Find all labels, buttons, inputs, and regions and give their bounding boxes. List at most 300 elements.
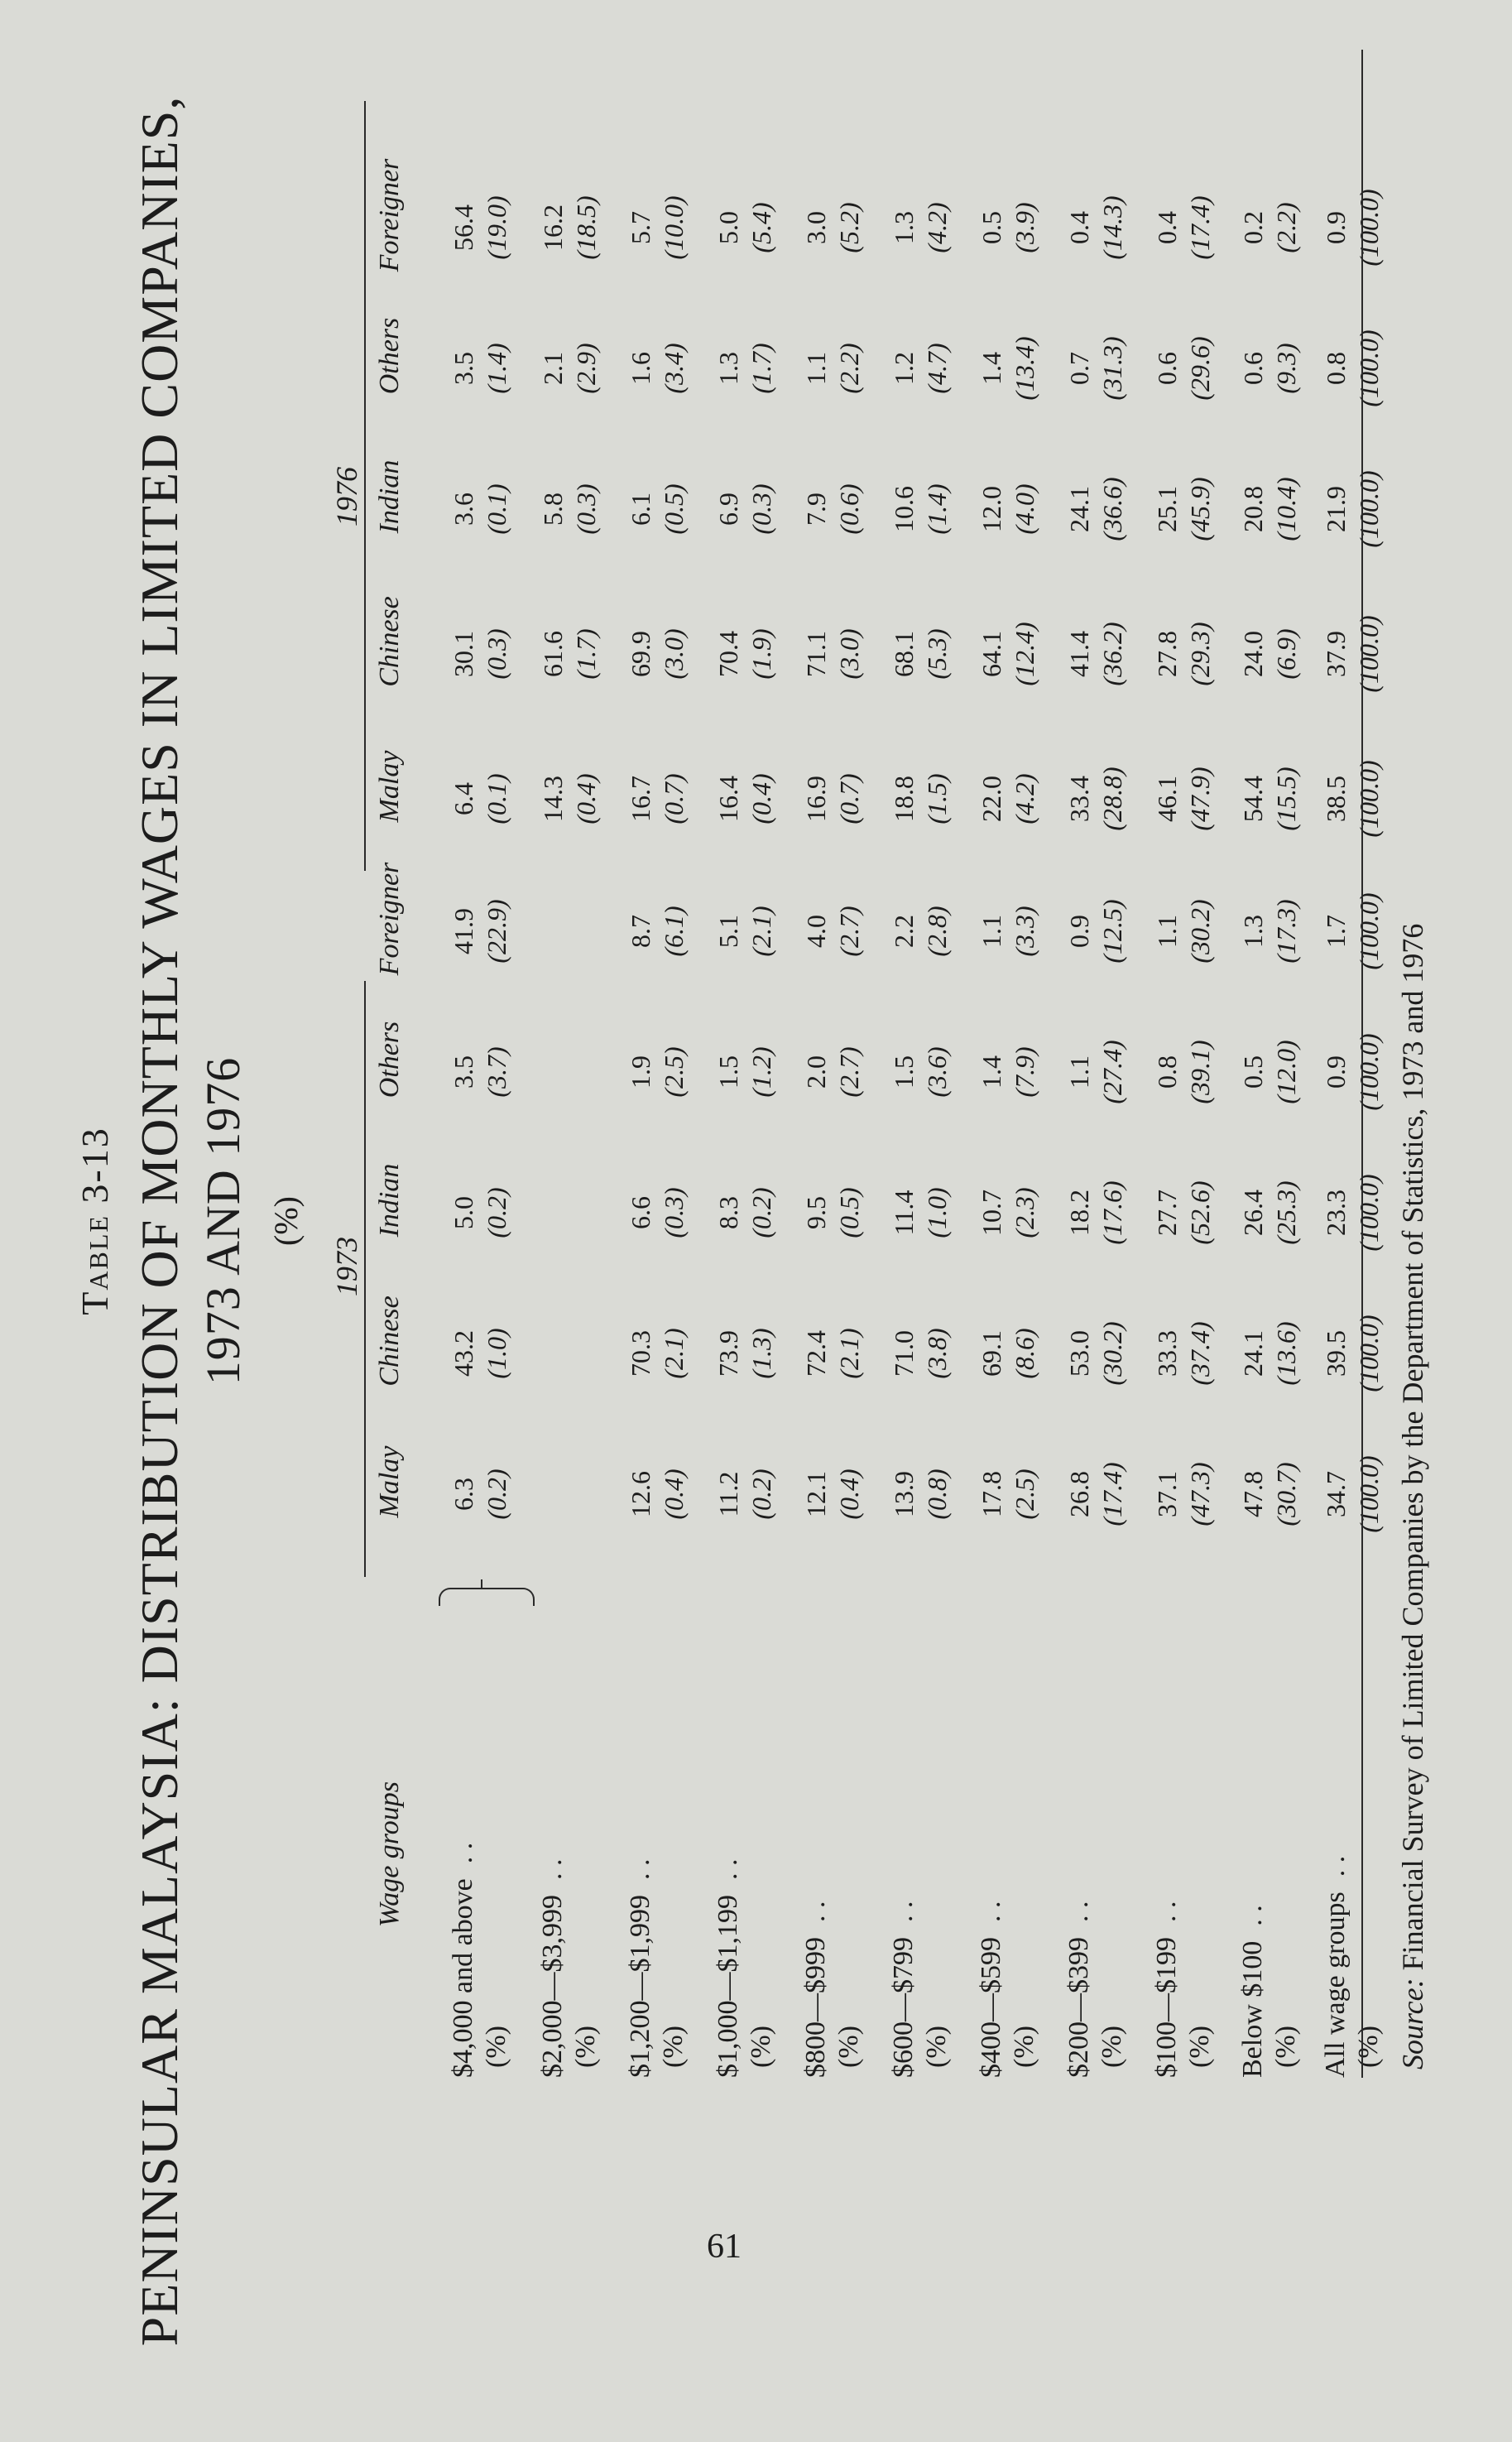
wage-group-label: $400—$599 (976, 1937, 1006, 2078)
table-cell (799, 1142, 866, 1283)
table-cell (624, 1142, 690, 1283)
cell-percentage: (4.2) (922, 202, 952, 253)
cell-percentage: (3.0) (834, 628, 864, 680)
cell-percentage: (10.0) (659, 195, 689, 260)
leader-dots: . . (448, 1842, 478, 1864)
cell-value: 11.4 (889, 1190, 919, 1236)
table-cell (799, 861, 866, 1002)
table-cell (1236, 439, 1303, 579)
cell-value: 69.9 (626, 631, 655, 677)
cell-value: 5.0 (449, 1196, 478, 1229)
cell-percentage: (0.2) (482, 1187, 511, 1238)
table-cell (887, 439, 953, 579)
cell-percentage: (1.4) (922, 483, 952, 535)
cell-percentage: (0.4) (834, 1469, 864, 1520)
cell-value: 3.6 (449, 493, 478, 526)
cell-value: 41.4 (1064, 631, 1094, 677)
row-label (1150, 1614, 1217, 2078)
table-cell (1319, 584, 1385, 724)
cell-percentage: (0.8) (922, 1469, 952, 1520)
cell-percentage: (47.3) (1185, 1462, 1215, 1526)
wage-group-label: $600—$799 (888, 1937, 919, 2078)
cell-percentage: (29.6) (1185, 336, 1215, 401)
cell-value: 72.4 (801, 1330, 831, 1377)
cell-value: 1.9 (626, 1055, 655, 1089)
cell-value: 4.0 (801, 915, 831, 948)
cell-percentage: (0.2) (746, 1469, 776, 1520)
cell-value: 3.5 (449, 352, 478, 385)
cell-percentage: (0.6) (834, 483, 864, 535)
cell-percentage: (1.7) (571, 628, 601, 680)
column-header: Indian (374, 1163, 405, 1238)
table-cell (1236, 1002, 1303, 1142)
column-header: Foreigner (374, 158, 405, 272)
cell-percentage: (0.2) (746, 1187, 776, 1238)
table-cell (1063, 157, 1129, 298)
cell-percentage: (0.4) (746, 773, 776, 824)
cell-value: 33.3 (1152, 1330, 1182, 1377)
row-label (1236, 1614, 1303, 2078)
cell-percentage: (29.3) (1185, 622, 1215, 686)
cell-value: 14.3 (538, 776, 568, 822)
cell-value: 0.7 (1064, 352, 1094, 385)
wage-group-label: $1,000—$1,199 (713, 1895, 743, 2078)
cell-value: 5.7 (626, 211, 655, 244)
table-bottom-rule (1361, 50, 1363, 2078)
pct-label: (%) (833, 2026, 864, 2068)
cell-value: 25.1 (1152, 486, 1182, 532)
cell-percentage: (100.0) (1354, 1315, 1384, 1392)
table-cell (887, 298, 953, 439)
cell-percentage: (10.4) (1271, 477, 1301, 541)
cell-percentage: (0.2) (482, 1469, 511, 1520)
cell-value: 12.1 (801, 1471, 831, 1517)
cell-value: 1.2 (889, 352, 919, 385)
cell-value: 39.5 (1321, 1330, 1351, 1377)
cell-value: 6.3 (449, 1478, 478, 1511)
cell-value: 61.6 (538, 631, 568, 677)
table-cell (712, 728, 778, 869)
table-cell (975, 1002, 1041, 1142)
table-cell (712, 439, 778, 579)
table-cell (624, 584, 690, 724)
cell-value: 1.1 (977, 915, 1006, 948)
table-title-years: 1973 AND 1976 (196, 1056, 250, 1386)
table-cell (1150, 861, 1217, 1002)
table-cell (1150, 1002, 1217, 1142)
cell-value: 0.9 (1321, 1055, 1351, 1089)
table-cell (447, 1142, 513, 1283)
table-cell (1319, 1142, 1385, 1283)
cell-value: 24.1 (1064, 486, 1094, 532)
cell-percentage: (12.4) (1010, 622, 1039, 686)
cell-percentage: (1.9) (746, 628, 776, 680)
cell-percentage: (22.9) (482, 899, 511, 964)
table-cell (1150, 439, 1217, 579)
table-cell (447, 1283, 513, 1424)
cell-percentage: (3.3) (1010, 906, 1039, 957)
cell-percentage: (0.1) (482, 483, 511, 535)
table-cell (536, 584, 602, 724)
table-cell (975, 584, 1041, 724)
table-cell (624, 728, 690, 869)
cell-value: 34.7 (1321, 1471, 1351, 1517)
table-cell (1150, 157, 1217, 298)
table-cell (712, 298, 778, 439)
cell-percentage: (17.6) (1097, 1180, 1127, 1245)
cell-value: 6.6 (626, 1196, 655, 1229)
table-cell (887, 1424, 953, 1565)
cell-percentage: (100.0) (1354, 470, 1384, 548)
row-label (624, 1614, 690, 2078)
table-cell (447, 1002, 513, 1142)
cell-value: 0.5 (1238, 1055, 1268, 1089)
cell-percentage: (3.0) (659, 628, 689, 680)
cell-percentage: (9.3) (1271, 343, 1301, 394)
cell-percentage: (0.4) (659, 1469, 689, 1520)
table-cell (975, 157, 1041, 298)
cell-value: 0.9 (1064, 915, 1094, 948)
table-cell (887, 157, 953, 298)
table-cell (447, 439, 513, 579)
cell-percentage: (0.5) (834, 1187, 864, 1238)
cell-percentage: (31.3) (1097, 336, 1127, 401)
cell-percentage: (17.4) (1097, 1462, 1127, 1526)
table-cell (1236, 1424, 1303, 1565)
table-cell (799, 157, 866, 298)
cell-value: 5.1 (713, 915, 743, 948)
wage-group-label: $4,000 and above (448, 1878, 478, 2078)
cell-value: 47.8 (1238, 1471, 1268, 1517)
wage-group-label: $800—$999 (800, 1937, 831, 2078)
cell-percentage: (17.4) (1185, 195, 1215, 260)
cell-percentage: (2.7) (834, 1046, 864, 1098)
cell-value: 0.4 (1064, 211, 1094, 244)
table-cell (799, 584, 866, 724)
cell-percentage: (2.3) (1010, 1187, 1039, 1238)
table-cell (536, 439, 602, 579)
cell-percentage: (2.5) (1010, 1469, 1039, 1520)
leader-dots: . . (888, 1901, 919, 1922)
cell-value: 68.1 (889, 631, 919, 677)
cell-value: 1.3 (1238, 915, 1268, 948)
table-cell (712, 1424, 778, 1565)
cell-value: 12.0 (977, 486, 1006, 532)
cell-percentage: (0.3) (571, 483, 601, 535)
cell-value: 16.4 (713, 776, 743, 822)
cell-value: 0.8 (1152, 1055, 1182, 1089)
cell-value: 1.4 (977, 1055, 1006, 1089)
cell-value: 56.4 (449, 204, 478, 251)
table-cell (1236, 861, 1303, 1002)
cell-value: 1.7 (1321, 915, 1351, 948)
cell-value: 3.0 (801, 211, 831, 244)
row-label (536, 1614, 602, 2078)
table-title: PENINSULAR MALAYSIA: DISTRIBUTION OF MONTHLY WAGES IN LIMITED COMPANIES, (130, 95, 189, 2347)
cell-value: 1.5 (713, 1055, 743, 1089)
pct-label: (%) (1353, 2026, 1384, 2068)
cell-percentage: (100.0) (1354, 1033, 1384, 1111)
table-unit: (%) (267, 1196, 305, 1246)
column-header: Chinese (374, 1296, 405, 1387)
cell-percentage: (47.9) (1185, 767, 1215, 831)
cell-value: 5.0 (713, 211, 743, 244)
row-label (887, 1614, 953, 2078)
table-cell (799, 1002, 866, 1142)
table-cell (799, 1424, 866, 1565)
leader-dots: . . (713, 1858, 743, 1880)
row-label (799, 1614, 866, 2078)
table-cell (1063, 1142, 1129, 1283)
table-cell (712, 1142, 778, 1283)
table-cell (975, 439, 1041, 579)
cell-percentage: (12.5) (1097, 899, 1127, 964)
cell-percentage: (0.3) (482, 628, 511, 680)
cell-percentage: (0.5) (659, 483, 689, 535)
pct-label: (%) (481, 2026, 511, 2068)
table-cell (975, 1283, 1041, 1424)
year-1973-rule (364, 981, 366, 1577)
cell-value: 6.9 (713, 493, 743, 526)
cell-value: 1.5 (889, 1055, 919, 1089)
cell-percentage: (1.5) (922, 773, 952, 824)
row-label (1063, 1614, 1129, 2078)
table-cell (1150, 1142, 1217, 1283)
cell-percentage: (14.3) (1097, 195, 1127, 260)
cell-value: 69.1 (977, 1330, 1006, 1377)
table-cell (447, 584, 513, 724)
cell-value: 10.6 (889, 486, 919, 532)
brace (439, 1588, 535, 1606)
cell-percentage: (2.1) (659, 1328, 689, 1379)
table-cell (712, 584, 778, 724)
table-cell (624, 1283, 690, 1424)
table-cell (712, 1002, 778, 1142)
cell-value: 24.1 (1238, 1330, 1268, 1377)
pct-label: (%) (1097, 2026, 1127, 2068)
pct-label: (%) (570, 2026, 601, 2068)
wage-group-label: $1,200—$1,999 (625, 1895, 655, 2078)
cell-value: 21.9 (1321, 486, 1351, 532)
cell-percentage: (27.4) (1097, 1040, 1127, 1104)
table-cell (887, 861, 953, 1002)
table-cell (1319, 298, 1385, 439)
page-number: 61 (707, 2228, 742, 2266)
table-cell (447, 728, 513, 869)
source-text: Financial Survey of Limited Companies by the Department of Statistics, 1973 and 1976 (1396, 923, 1429, 1971)
cell-percentage: (1.0) (922, 1187, 952, 1238)
cell-value: 1.6 (626, 352, 655, 385)
row-label (975, 1614, 1041, 2078)
cell-value: 71.0 (889, 1330, 919, 1377)
cell-percentage: (1.2) (746, 1046, 776, 1098)
leader-dots: . . (1063, 1901, 1094, 1922)
cell-percentage: (5.2) (834, 202, 864, 253)
cell-percentage: (0.3) (659, 1187, 689, 1238)
pct-label: (%) (1009, 2026, 1039, 2068)
cell-value: 27.8 (1152, 631, 1182, 677)
table-cell (975, 298, 1041, 439)
cell-percentage: (30.7) (1271, 1462, 1301, 1526)
cell-value: 8.3 (713, 1196, 743, 1229)
table-cell (1150, 1283, 1217, 1424)
cell-value: 43.2 (449, 1330, 478, 1377)
cell-percentage: (2.7) (834, 906, 864, 957)
pct-label: (%) (658, 2026, 689, 2068)
cell-percentage: (4.0) (1010, 483, 1039, 535)
cell-percentage: (1.4) (482, 343, 511, 394)
table-cell (887, 1283, 953, 1424)
cell-percentage: (1.3) (746, 1328, 776, 1379)
table-cell (1150, 298, 1217, 439)
cell-percentage: (2.1) (746, 906, 776, 957)
leader-dots: . . (625, 1858, 655, 1880)
column-header: Others (374, 317, 405, 395)
leader-dots: . . (976, 1901, 1006, 1922)
wage-group-label: $200—$399 (1063, 1937, 1094, 2078)
wage-group-label: Below $100 (1237, 1940, 1268, 2078)
cell-value: 0.8 (1321, 352, 1351, 385)
column-header: Indian (374, 459, 405, 534)
table-cell (975, 861, 1041, 1002)
table-cell (1319, 1424, 1385, 1565)
cell-percentage: (2.1) (834, 1328, 864, 1379)
table-cell (1319, 861, 1385, 1002)
cell-value: 26.4 (1238, 1190, 1268, 1236)
year-1976-rule (364, 101, 366, 871)
cell-percentage: (5.3) (922, 628, 952, 680)
column-header: Foreigner (374, 862, 405, 976)
cell-value: 11.2 (713, 1471, 743, 1517)
cell-percentage: (12.0) (1271, 1040, 1301, 1104)
cell-value: 24.0 (1238, 631, 1268, 677)
cell-value: 16.2 (538, 204, 568, 251)
cell-percentage: (2.8) (922, 906, 952, 957)
table-cell (624, 157, 690, 298)
cell-percentage: (36.6) (1097, 477, 1127, 541)
table-cell (536, 728, 602, 869)
cell-value: 26.8 (1064, 1471, 1094, 1517)
table-cell (799, 298, 866, 439)
cell-value: 0.6 (1238, 352, 1268, 385)
wage-groups-header: Wage groups (374, 1781, 405, 1927)
table-cell (624, 298, 690, 439)
cell-value: 16.7 (626, 776, 655, 822)
cell-percentage: (2.2) (1271, 202, 1301, 253)
cell-percentage: (18.5) (571, 195, 601, 260)
cell-value: 8.7 (626, 915, 655, 948)
cell-percentage: (39.1) (1185, 1040, 1215, 1104)
table-cell (975, 728, 1041, 869)
cell-value: 2.2 (889, 915, 919, 948)
cell-percentage: (6.9) (1271, 628, 1301, 680)
cell-value: 5.8 (538, 493, 568, 526)
column-header: Others (374, 1021, 405, 1098)
cell-value: 2.0 (801, 1055, 831, 1089)
cell-value: 2.1 (538, 352, 568, 385)
cell-percentage: (30.2) (1185, 899, 1215, 964)
year-header-1973: 1973 (330, 1237, 363, 1296)
table-cell (536, 157, 602, 298)
cell-percentage: (100.0) (1354, 1455, 1384, 1533)
cell-percentage: (3.4) (659, 343, 689, 394)
table-cell (624, 439, 690, 579)
table-cell (1319, 439, 1385, 579)
cell-percentage: (37.4) (1185, 1321, 1215, 1386)
table-cell (712, 861, 778, 1002)
cell-percentage: (5.4) (746, 202, 776, 253)
cell-percentage: (2.5) (659, 1046, 689, 1098)
cell-percentage: (2.2) (834, 343, 864, 394)
cell-percentage: (17.3) (1271, 899, 1301, 964)
cell-percentage: (100.0) (1354, 329, 1384, 407)
cell-percentage: (1.7) (746, 343, 776, 394)
table-cell (799, 1283, 866, 1424)
cell-percentage: (100.0) (1354, 760, 1384, 838)
cell-value: 12.6 (626, 1471, 655, 1517)
cell-value: 18.8 (889, 776, 919, 822)
cell-value: 37.1 (1152, 1471, 1182, 1517)
pct-label: (%) (746, 2026, 776, 2068)
table-cell (447, 861, 513, 1002)
cell-value: 0.6 (1152, 352, 1182, 385)
table-cell (799, 728, 866, 869)
table-cell (975, 1142, 1041, 1283)
table-cell (712, 1283, 778, 1424)
table-cell (1063, 439, 1129, 579)
cell-percentage: (36.2) (1097, 622, 1127, 686)
leader-dots: . . (1237, 1905, 1268, 1926)
table-cell (1063, 861, 1129, 1002)
cell-value: 1.1 (801, 352, 831, 385)
cell-percentage: (13.6) (1271, 1321, 1301, 1386)
cell-percentage: (45.9) (1185, 477, 1215, 541)
table-cell (1063, 1424, 1129, 1565)
source-note (1395, 924, 1430, 2069)
leader-dots: . . (1320, 1855, 1351, 1877)
table-cell (1236, 157, 1303, 298)
cell-value: 23.3 (1321, 1190, 1351, 1236)
wage-group-label: $2,000—$3,999 (537, 1895, 568, 2078)
cell-percentage: (100.0) (1354, 1174, 1384, 1252)
column-header: Chinese (374, 596, 405, 687)
table-cell (1063, 728, 1129, 869)
table-cell (447, 1424, 513, 1565)
cell-percentage: (100.0) (1354, 189, 1384, 267)
table-cell (624, 861, 690, 1002)
cell-value: 1.4 (977, 352, 1006, 385)
cell-percentage: (8.6) (1010, 1328, 1039, 1379)
table-cell (1063, 1283, 1129, 1424)
cell-percentage: (4.2) (1010, 773, 1039, 824)
cell-percentage: (0.3) (746, 483, 776, 535)
row-label (447, 1614, 513, 2078)
cell-value: 27.7 (1152, 1190, 1182, 1236)
cell-percentage: (3.9) (1010, 202, 1039, 253)
table-cell (799, 439, 866, 579)
leader-dots: . . (1151, 1901, 1182, 1922)
table-cell (1319, 157, 1385, 298)
cell-percentage: (100.0) (1354, 615, 1384, 693)
table-cell (624, 1002, 690, 1142)
table-cell (1319, 728, 1385, 869)
cell-value: 71.1 (801, 631, 831, 677)
table-cell (887, 584, 953, 724)
cell-percentage: (6.1) (659, 906, 689, 957)
table-cell (887, 1142, 953, 1283)
table-cell (1063, 584, 1129, 724)
cell-value: 1.3 (889, 211, 919, 244)
